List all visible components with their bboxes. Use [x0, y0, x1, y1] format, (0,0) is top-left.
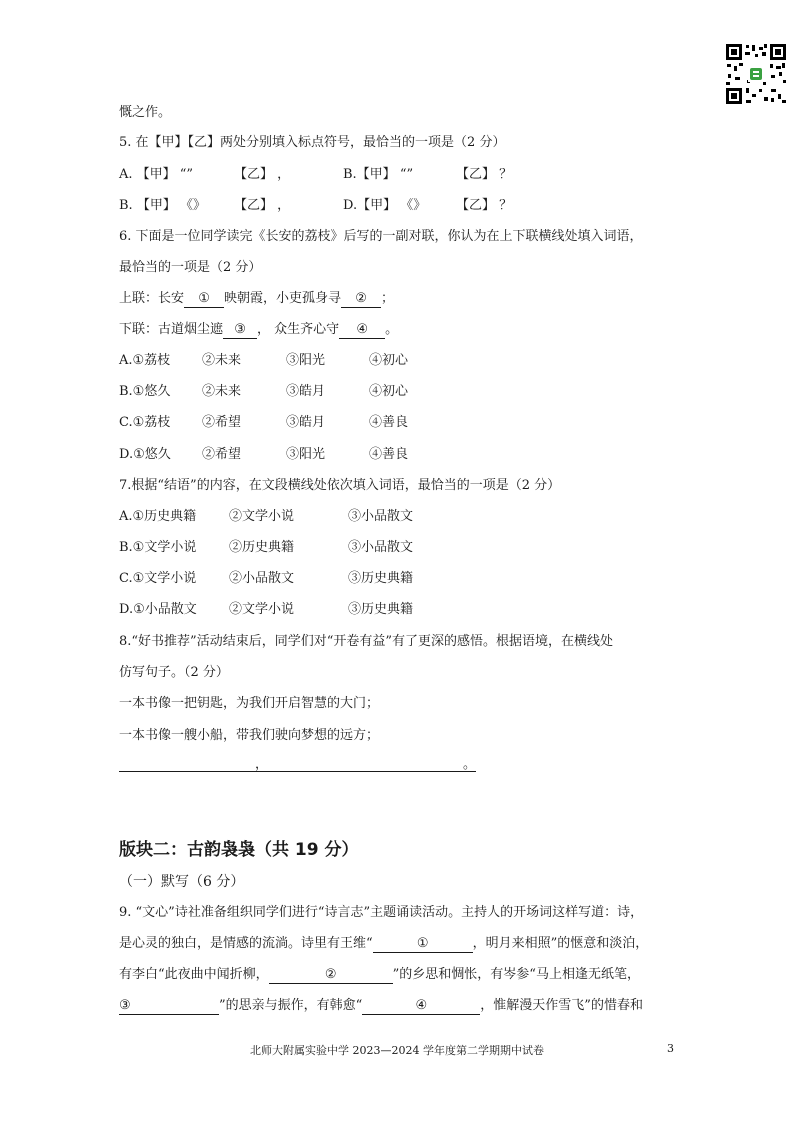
- blank-q9-2[interactable]: ②: [269, 967, 393, 984]
- couplet-upper-b: 映朝霞，小吏孤身寻: [224, 291, 342, 306]
- question-8-stem-cont: 仿写句子。（2 分）: [119, 665, 229, 680]
- question-6-stem-cont: 最恰当的一项是（2 分）: [119, 260, 262, 275]
- qr-code-icon: [724, 42, 788, 106]
- blank-q9-4[interactable]: ④: [362, 998, 480, 1015]
- question-5-stem: 5. 在【甲】【乙】两处分别填入标点符号，最恰当的一项是（2 分）: [119, 135, 506, 150]
- q7-option-b-1: B.①文学小说: [119, 540, 197, 555]
- answer-comma: ，: [255, 757, 269, 772]
- q5-option-d: D.【甲】 《》: [343, 198, 427, 213]
- couplet-lower: [119, 321, 398, 339]
- q7-option-a-2: ②文学小说: [229, 509, 295, 524]
- q5-option-d-second: 【乙】 ？: [456, 198, 513, 213]
- page-footer: 北师大附属实验中学 2023—2024 学年度第二学期期中试卷: [250, 1044, 544, 1057]
- q6-option-d-2: ②希望: [202, 447, 242, 462]
- q6-option-d-4: ④善良: [369, 447, 409, 462]
- q6-option-a-2: ②未来: [202, 353, 242, 368]
- q7-option-a-1: A.①历史典籍: [119, 509, 197, 524]
- q9-text-4a: ”的思亲与振作，有韩愈“: [219, 998, 363, 1013]
- q5-option-b: B.【甲】 “”: [343, 167, 414, 182]
- q9-text-2a: 是心灵的独白，是情感的流淌。诗里有王维“: [119, 936, 373, 951]
- q9-text-2b: ，明月来相照”的惬意和淡泊，: [472, 936, 649, 951]
- blank-3: ③: [223, 322, 257, 339]
- q6-option-c-4: ④善良: [369, 415, 409, 430]
- q7-option-a-3: ③小品散文: [348, 509, 414, 524]
- q5-option-c: B. 【甲】 《》: [119, 198, 206, 213]
- q6-option-b-4: ④初心: [369, 384, 409, 399]
- question-9-line-3: [119, 966, 640, 984]
- q7-option-b-3: ③小品散文: [348, 540, 414, 555]
- q6-option-b-3: ③皓月: [286, 384, 326, 399]
- q6-option-d-3: ③阳光: [286, 447, 326, 462]
- q6-option-c-3: ③皓月: [286, 415, 326, 430]
- question-6-stem: 6. 下面是一位同学读完《长安的荔枝》后写的一副对联，你认为在上下联横线处填入词语，: [119, 229, 643, 244]
- section-title: 版块二：古韵袅袅（共 19 分）: [119, 840, 359, 860]
- q6-option-c-1: C.①荔枝: [119, 415, 171, 430]
- subsection-title: （一）默写（6 分）: [119, 874, 245, 890]
- question-9-line-2: [119, 935, 648, 953]
- couplet-lower-a: 下联：古道烟尘遮: [119, 322, 224, 337]
- q7-option-c-1: C.①文学小说: [119, 571, 197, 586]
- couplet-lower-b: ， 众生齐心守: [257, 322, 340, 337]
- couplet-upper-a: 上联：长安: [119, 291, 185, 306]
- q5-option-c-second: 【乙】 ，: [234, 198, 291, 213]
- q7-option-c-2: ②小品散文: [229, 571, 295, 586]
- q9-text-3a: 有李白“此夜曲中闻折柳，: [119, 967, 269, 982]
- q9-text-3b: ”的乡思和惆怅，有岑参“马上相逢无纸笔，: [392, 967, 640, 982]
- q7-option-d-3: ③历史典籍: [348, 602, 414, 617]
- question-9-line-4: [119, 997, 643, 1015]
- example-sentence-1: 一本书像一把钥匙，为我们开启智慧的大门；: [119, 696, 380, 711]
- question-9-line-1: 9. “文心”诗社准备组织同学们进行“诗言志”主题诵读活动。主持人的开场词这样写道：诗，: [119, 905, 644, 920]
- couplet-upper: [119, 290, 394, 308]
- q7-option-c-3: ③历史典籍: [348, 571, 414, 586]
- blank-q9-1[interactable]: ①: [373, 936, 473, 953]
- q7-option-d-1: D.①小品散文: [119, 602, 197, 617]
- q6-option-a-3: ③阳光: [286, 353, 326, 368]
- answer-period: 。: [463, 757, 477, 772]
- page-number: 3: [667, 1042, 674, 1055]
- q6-option-b-1: B.①悠久: [119, 384, 171, 399]
- blank-q9-3[interactable]: ③: [119, 998, 219, 1015]
- q5-option-a: A. 【甲】 “”: [119, 167, 194, 182]
- couplet-lower-c: 。: [385, 322, 399, 337]
- q7-option-d-2: ②文学小说: [229, 602, 295, 617]
- q6-option-a-4: ④初心: [369, 353, 409, 368]
- carryover-text: 慨之作。: [119, 105, 172, 120]
- couplet-upper-c: ；: [381, 291, 395, 306]
- question-8-stem: 8.“好书推荐”活动结束后，同学们对“开卷有益”有了更深的感悟。根据语境，在横线处: [119, 634, 613, 649]
- q6-option-b-2: ②未来: [202, 384, 242, 399]
- blank-1: ①: [184, 291, 224, 308]
- q5-option-a-second: 【乙】 ，: [234, 167, 291, 182]
- q7-option-b-2: ②历史典籍: [229, 540, 295, 555]
- blank-4: ④: [339, 322, 385, 339]
- question-7-stem: 7.根据“结语”的内容，在文段横线处依次填入词语，最恰当的一项是（2 分）: [119, 478, 561, 493]
- answer-line[interactable]: [119, 771, 476, 772]
- q6-option-d-1: D.①悠久: [119, 447, 171, 462]
- example-sentence-2: 一本书像一艘小船，带我们驶向梦想的远方；: [119, 728, 380, 743]
- q9-text-4b: ，惟解漫天作雪飞”的惜春和: [480, 998, 643, 1013]
- blank-2: ②: [341, 291, 381, 308]
- q5-option-b-second: 【乙】 ？: [456, 167, 513, 182]
- q6-option-c-2: ②希望: [202, 415, 242, 430]
- q6-option-a-1: A.①荔枝: [119, 353, 171, 368]
